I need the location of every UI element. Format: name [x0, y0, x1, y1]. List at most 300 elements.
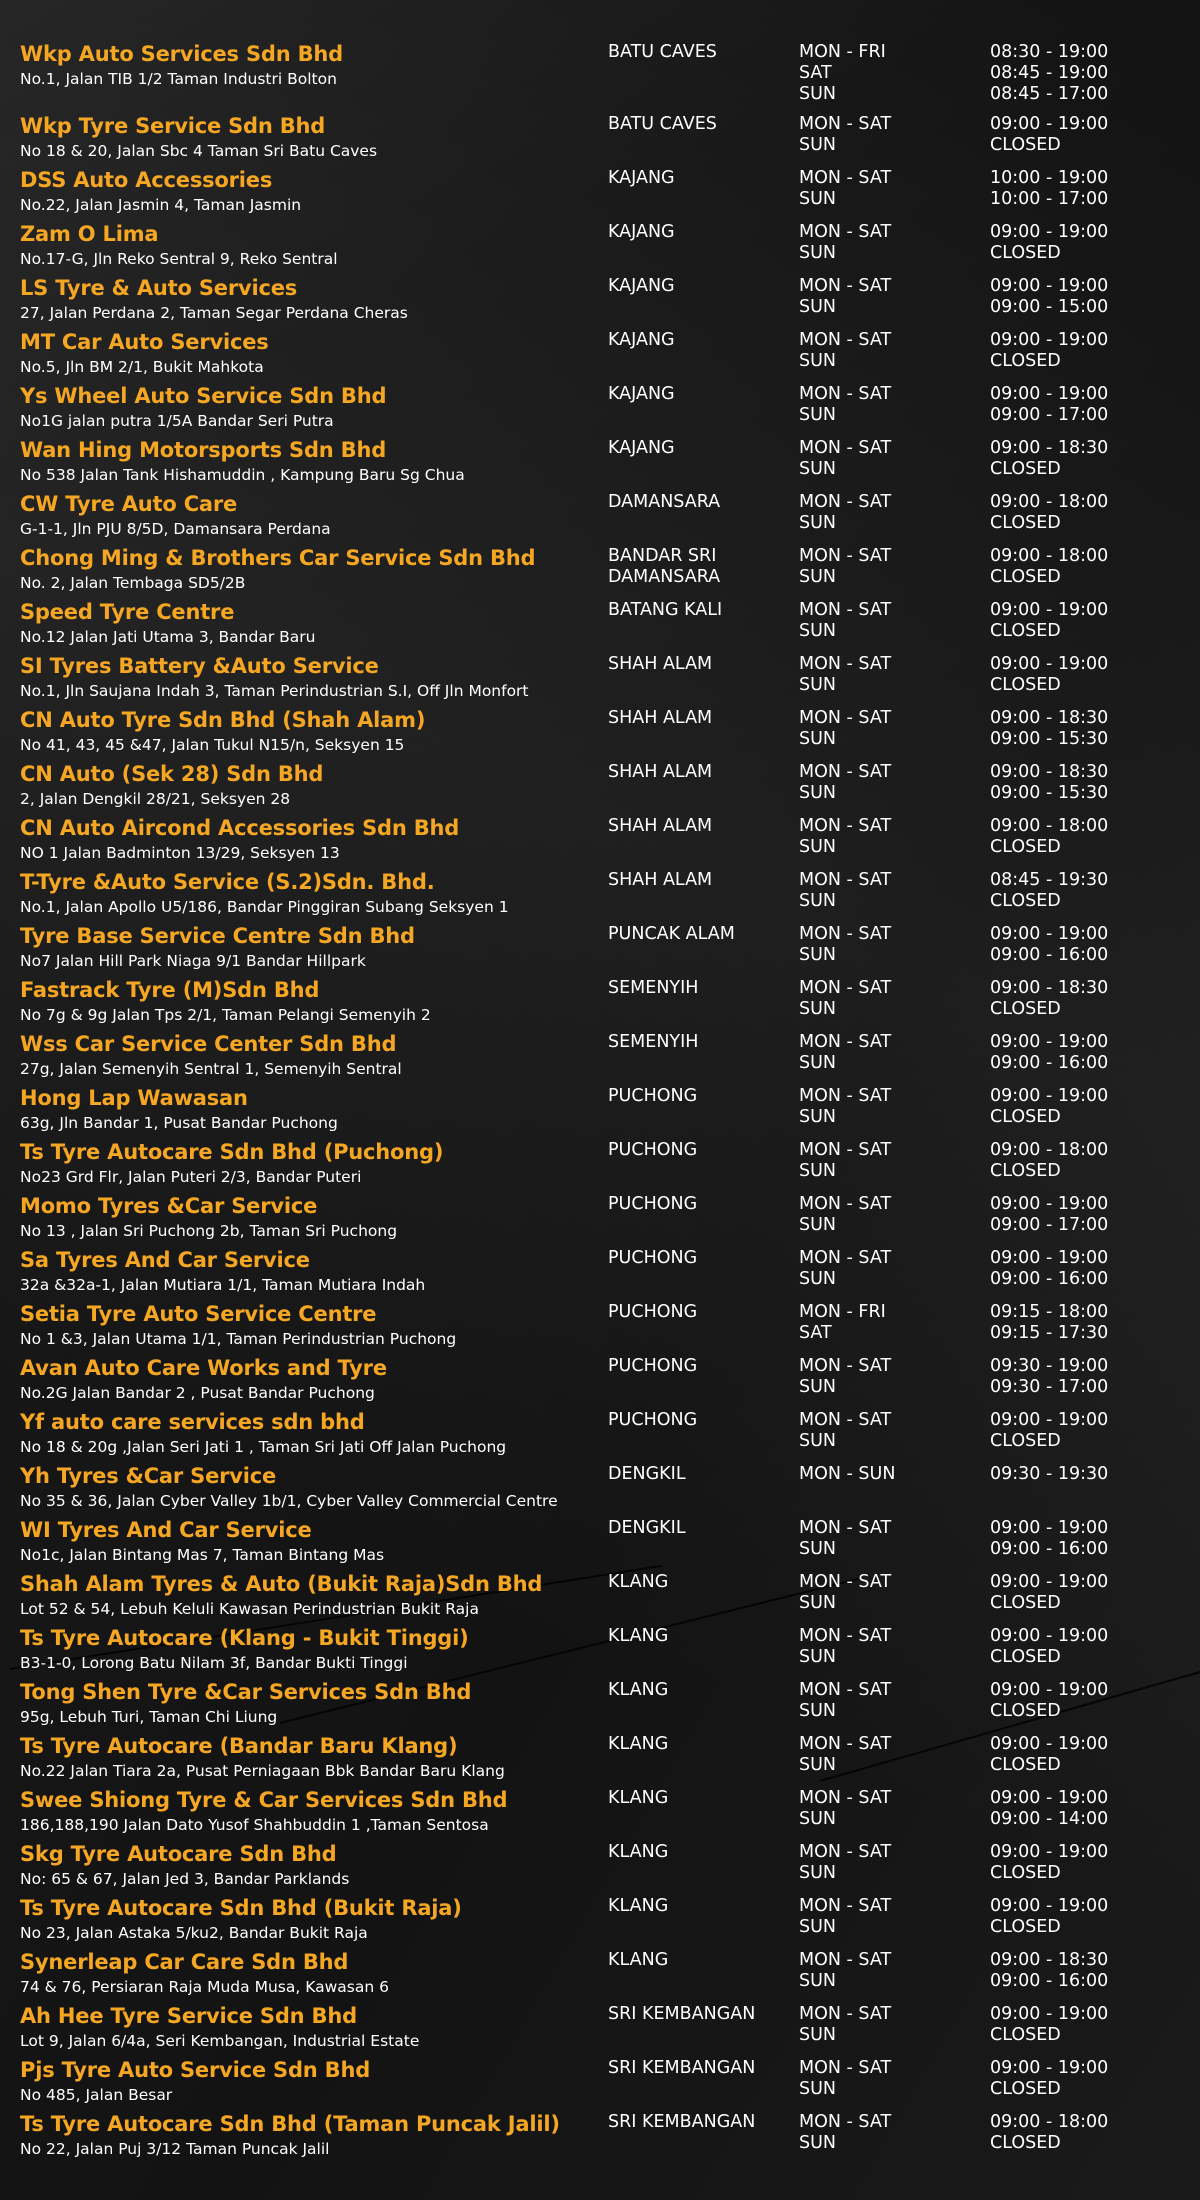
opening-days-column	[799, 1248, 891, 1290]
opening-hours-column	[990, 978, 1108, 1020]
dealer-location: KLANG	[608, 1842, 669, 1862]
dealer-location: SRI KEMBANGAN	[608, 2004, 756, 2024]
opening-hours-column	[990, 384, 1108, 426]
dealer-location-column	[608, 1680, 668, 1701]
opening-days-column	[799, 1842, 891, 1884]
opening-days-column	[799, 708, 891, 750]
dealer-location: KAJANG	[608, 222, 675, 242]
dealer-address: No 7g & 9g Jalan Tps 2/1, Taman Pelangi Semenyih 2	[20, 1006, 431, 1024]
opening-days: SUN	[799, 891, 837, 911]
opening-days: MON - SAT	[799, 1788, 892, 1808]
opening-days: SUN	[799, 567, 837, 587]
dealer-entry	[0, 1032, 1200, 1086]
opening-days-column	[799, 276, 891, 318]
opening-days-column	[799, 330, 891, 372]
opening-days: SUN	[799, 1863, 837, 1883]
opening-days: MON - FRI	[799, 1302, 886, 1322]
dealer-address: 27, Jalan Perdana 2, Taman Segar Perdana Cheras	[20, 304, 408, 322]
dealer-address: 63g, Jln Bandar 1, Pusat Bandar Puchong	[20, 1114, 338, 1132]
opening-hours-column	[990, 1734, 1108, 1776]
opening-days-column	[799, 222, 891, 264]
dealer-location-column	[608, 816, 712, 837]
opening-hours-column	[990, 114, 1108, 156]
opening-hours: 09:30 - 19:30	[990, 1464, 1109, 1484]
opening-hours: 09:00 - 19:00	[990, 1518, 1109, 1538]
opening-days: SUN	[799, 783, 837, 803]
dealer-entry	[0, 276, 1200, 330]
dealer-location: KLANG	[608, 1788, 669, 1808]
dealer-location-column	[608, 2004, 755, 2025]
opening-hours-column	[990, 1410, 1108, 1452]
opening-days-column	[799, 1032, 891, 1074]
opening-days: MON - SAT	[799, 492, 892, 512]
dealer-name: Ys Wheel Auto Service Sdn Bhd	[20, 384, 387, 408]
opening-days: SUN	[799, 1107, 837, 1127]
dealer-name: Wss Car Service Center Sdn Bhd	[20, 1032, 397, 1056]
dealer-address: No 23, Jalan Astaka 5/ku2, Bandar Bukit Raja	[20, 1924, 368, 1942]
dealer-location-column	[608, 168, 675, 189]
dealer-location: KAJANG	[608, 384, 675, 404]
dealer-entry	[0, 1086, 1200, 1140]
dealer-location-column	[608, 1086, 697, 1107]
opening-hours-column	[990, 42, 1108, 105]
opening-hours: CLOSED	[990, 999, 1061, 1019]
opening-days: MON - SAT	[799, 870, 892, 890]
opening-hours: 09:00 - 19:00	[990, 1086, 1109, 1106]
dealer-entry	[0, 870, 1200, 924]
dealer-entry	[0, 1356, 1200, 1410]
dealer-name: CW Tyre Auto Care	[20, 492, 238, 516]
opening-hours: 09:00 - 19:00	[990, 1032, 1109, 1052]
opening-hours-column	[990, 1464, 1108, 1485]
dealer-address: G-1-1, Jln PJU 8/5D, Damansara Perdana	[20, 520, 331, 538]
dealer-location-column	[608, 330, 675, 351]
opening-hours: 09:00 - 19:00	[990, 1572, 1109, 1592]
dealer-location: KLANG	[608, 1572, 669, 1592]
dealer-location: BATANG KALI	[608, 600, 723, 620]
dealer-name: Pjs Tyre Auto Service Sdn Bhd	[20, 2058, 371, 2082]
opening-days: SUN	[799, 297, 837, 317]
dealer-address: No.1, Jln Saujana Indah 3, Taman Perindustrian S.I, Off Jln Monfort	[20, 682, 529, 700]
opening-days-column	[799, 600, 891, 642]
opening-days-column	[799, 1896, 891, 1938]
opening-hours-column	[990, 2004, 1108, 2046]
opening-hours-column	[990, 330, 1108, 372]
opening-days-column	[799, 114, 891, 156]
dealer-address: NO 1 Jalan Badminton 13/29, Seksyen 13	[20, 844, 340, 862]
dealer-address: No 18 & 20g ,Jalan Seri Jati 1 , Taman Sri Jati Off Jalan Puchong	[20, 1438, 507, 1456]
dealer-location: SEMENYIH	[608, 1032, 699, 1052]
opening-days-column	[799, 2004, 891, 2046]
dealer-address: No 35 & 36, Jalan Cyber Valley 1b/1, Cyber Valley Commercial Centre	[20, 1492, 558, 1510]
dealer-name: Tong Shen Tyre &Car Services Sdn Bhd	[20, 1680, 472, 1704]
dealer-address: No1c, Jalan Bintang Mas 7, Taman Bintang Mas	[20, 1546, 385, 1564]
opening-hours: CLOSED	[990, 1863, 1061, 1883]
dealer-location: DAMANSARA	[608, 492, 721, 512]
dealer-name: Sa Tyres And Car Service	[20, 1248, 310, 1272]
dealer-entry	[0, 2112, 1200, 2166]
opening-days: SUN	[799, 1215, 837, 1235]
dealer-entry	[0, 1842, 1200, 1896]
dealer-entry	[0, 1464, 1200, 1518]
opening-hours-column	[990, 1572, 1108, 1614]
dealer-location-column	[608, 222, 675, 243]
dealer-location: PUCHONG	[608, 1356, 698, 1376]
opening-hours: 09:00 - 19:00	[990, 1734, 1109, 1754]
dealer-address: No.17-G, Jln Reko Sentral 9, Reko Sentral	[20, 250, 338, 268]
opening-hours-column	[990, 2112, 1108, 2154]
dealer-address: No.5, Jln BM 2/1, Bukit Mahkota	[20, 358, 264, 376]
dealer-location-column	[608, 1842, 668, 1863]
dealer-entry	[0, 1518, 1200, 1572]
dealer-location: SEMENYIH	[608, 978, 699, 998]
opening-hours: CLOSED	[990, 1107, 1061, 1127]
opening-hours-column	[990, 1302, 1108, 1344]
dealer-entry	[0, 1896, 1200, 1950]
opening-days: MON - SAT	[799, 1248, 892, 1268]
dealer-name: Shah Alam Tyres & Auto (Bukit Raja)Sdn Bhd	[20, 1572, 543, 1596]
opening-days: MON - SAT	[799, 1950, 892, 1970]
opening-days: MON - SAT	[799, 1194, 892, 1214]
opening-hours: 09:00 - 19:00	[990, 600, 1109, 620]
opening-days-column	[799, 1626, 891, 1668]
dealer-address: No 538 Jalan Tank Hishamuddin , Kampung Baru Sg Chua	[20, 466, 465, 484]
opening-hours: 09:00 - 19:00	[990, 276, 1109, 296]
dealer-location: DENGKIL	[608, 1464, 686, 1484]
dealer-location-column	[608, 1626, 668, 1647]
opening-days: SUN	[799, 1539, 837, 1559]
dealer-location-column	[608, 708, 712, 729]
opening-hours: 09:00 - 19:00	[990, 654, 1109, 674]
dealer-location-column	[608, 1734, 668, 1755]
opening-days: MON - SAT	[799, 978, 892, 998]
opening-days: MON - SAT	[799, 1086, 892, 1106]
dealer-location-column	[608, 1572, 668, 1593]
dealer-location: SHAH ALAM	[608, 708, 713, 728]
dealer-name: DSS Auto Accessories	[20, 168, 273, 192]
dealer-name: MT Car Auto Services	[20, 330, 269, 354]
opening-days: MON - SAT	[799, 1734, 892, 1754]
opening-days: SUN	[799, 1161, 837, 1181]
opening-days-column	[799, 924, 891, 966]
dealer-name: Ts Tyre Autocare (Bandar Baru Klang)	[20, 1734, 458, 1758]
opening-days: SUN	[799, 675, 837, 695]
opening-hours: 09:00 - 18:30	[990, 438, 1109, 458]
opening-hours: 10:00 - 19:00	[990, 168, 1109, 188]
dealer-address: Lot 9, Jalan 6/4a, Seri Kembangan, Industrial Estate	[20, 2032, 420, 2050]
dealer-name: Setia Tyre Auto Service Centre	[20, 1302, 377, 1326]
dealer-entry	[0, 762, 1200, 816]
dealer-entry	[0, 2058, 1200, 2112]
opening-days: SUN	[799, 2079, 837, 2099]
opening-days: MON - SAT	[799, 816, 892, 836]
dealer-location: KLANG	[608, 1950, 669, 1970]
dealer-location: SRI KEMBANGAN	[608, 2058, 756, 2078]
opening-days: MON - SAT	[799, 384, 892, 404]
opening-hours: CLOSED	[990, 1755, 1061, 1775]
dealer-location-column	[608, 600, 722, 621]
dealer-entry	[0, 168, 1200, 222]
opening-days-column	[799, 1788, 891, 1830]
opening-days-column	[799, 42, 886, 105]
opening-hours: 08:45 - 17:00	[990, 84, 1109, 104]
dealer-name: Ts Tyre Autocare Sdn Bhd (Puchong)	[20, 1140, 444, 1164]
opening-hours: 09:00 - 17:00	[990, 1215, 1109, 1235]
dealer-location-column	[608, 762, 712, 783]
opening-hours: CLOSED	[990, 1917, 1061, 1937]
opening-days: MON - SAT	[799, 1842, 892, 1862]
opening-hours: CLOSED	[990, 1431, 1061, 1451]
opening-days: MON - SAT	[799, 1410, 892, 1430]
dealer-location-column	[608, 1788, 668, 1809]
opening-hours: 09:00 - 19:00	[990, 384, 1109, 404]
opening-days: SUN	[799, 1971, 837, 1991]
opening-days: SAT	[799, 1323, 832, 1343]
opening-hours-column	[990, 762, 1108, 804]
dealer-address: 95g, Lebuh Turi, Taman Chi Liung	[20, 1708, 278, 1726]
opening-hours: CLOSED	[990, 675, 1061, 695]
dealer-location: BATU CAVES	[608, 42, 717, 62]
opening-days-column	[799, 1518, 891, 1560]
opening-days-column	[799, 438, 891, 480]
opening-days: MON - SAT	[799, 546, 892, 566]
dealer-entry	[0, 1788, 1200, 1842]
dealer-entry	[0, 978, 1200, 1032]
opening-days-column	[799, 978, 891, 1020]
dealer-address: No1G jalan putra 1/5A Bandar Seri Putra	[20, 412, 334, 430]
dealer-name: Synerleap Car Care Sdn Bhd	[20, 1950, 349, 1974]
opening-hours: 09:00 - 18:30	[990, 978, 1109, 998]
dealer-entry	[0, 924, 1200, 978]
dealer-address: No 485, Jalan Besar	[20, 2086, 173, 2104]
dealer-location-column	[608, 1896, 668, 1917]
opening-hours-column	[990, 1842, 1108, 1884]
opening-days-column	[799, 1950, 891, 1992]
opening-days: SUN	[799, 243, 837, 263]
opening-hours-column	[990, 600, 1108, 642]
opening-hours-column	[990, 2058, 1108, 2100]
dealer-name: Swee Shiong Tyre & Car Services Sdn Bhd	[20, 1788, 508, 1812]
opening-hours-column	[990, 438, 1108, 480]
opening-days: MON - SAT	[799, 168, 892, 188]
opening-days-column	[799, 2112, 891, 2154]
opening-days-column	[799, 384, 891, 426]
opening-hours: 09:00 - 18:00	[990, 492, 1109, 512]
opening-hours-column	[990, 654, 1108, 696]
opening-hours: 09:30 - 19:00	[990, 1356, 1109, 1376]
opening-hours: 09:00 - 19:00	[990, 1896, 1109, 1916]
dealer-location-column	[608, 2112, 755, 2133]
dealer-address: No7 Jalan Hill Park Niaga 9/1 Bandar Hillpark	[20, 952, 366, 970]
opening-days: MON - SAT	[799, 1032, 892, 1052]
opening-days: SUN	[799, 837, 837, 857]
opening-days-column	[799, 762, 891, 804]
opening-hours: 09:00 - 17:00	[990, 405, 1109, 425]
opening-hours: 09:00 - 16:00	[990, 1053, 1109, 1073]
opening-hours-column	[990, 492, 1108, 534]
opening-hours: 09:00 - 19:00	[990, 1626, 1109, 1646]
opening-hours-column	[990, 1950, 1108, 1992]
dealer-location: BATU CAVES	[608, 114, 717, 134]
opening-days: SUN	[799, 1269, 837, 1289]
opening-days: MON - SAT	[799, 1626, 892, 1646]
opening-days: SUN	[799, 405, 837, 425]
opening-hours: 09:00 - 15:00	[990, 297, 1109, 317]
dealer-name: Wan Hing Motorsports Sdn Bhd	[20, 438, 387, 462]
dealer-address: No.22, Jalan Jasmin 4, Taman Jasmin	[20, 196, 302, 214]
opening-hours-column	[990, 1788, 1108, 1830]
opening-days: MON - SAT	[799, 1518, 892, 1538]
opening-hours: CLOSED	[990, 2025, 1061, 2045]
dealer-location-column	[608, 384, 675, 405]
dealer-entry	[0, 1140, 1200, 1194]
dealer-address: No.1, Jalan TIB 1/2 Taman Industri Bolton	[20, 70, 337, 88]
opening-hours: CLOSED	[990, 1701, 1061, 1721]
dealer-location: PUCHONG	[608, 1140, 698, 1160]
opening-days-column	[799, 2058, 891, 2100]
dealer-address: No 22, Jalan Puj 3/12 Taman Puncak Jalil	[20, 2140, 330, 2158]
dealer-location-column	[608, 1464, 686, 1485]
opening-days: SUN	[799, 1701, 837, 1721]
opening-days: SUN	[799, 189, 837, 209]
opening-days-column	[799, 1194, 891, 1236]
dealer-entry	[0, 384, 1200, 438]
dealer-address: 74 & 76, Persiaran Raja Muda Musa, Kawasan 6	[20, 1978, 389, 1996]
dealer-name: Wkp Auto Services Sdn Bhd	[20, 42, 343, 66]
dealer-location-column	[608, 1518, 686, 1539]
dealer-location-column	[608, 1194, 697, 1215]
opening-days: SUN	[799, 513, 837, 533]
opening-hours: 09:00 - 18:00	[990, 816, 1109, 836]
opening-hours: CLOSED	[990, 567, 1061, 587]
dealer-location-column	[608, 546, 720, 588]
dealer-entry	[0, 1572, 1200, 1626]
dealer-name: Ts Tyre Autocare Sdn Bhd (Bukit Raja)	[20, 1896, 462, 1920]
opening-days: SUN	[799, 1053, 837, 1073]
opening-hours: 09:00 - 19:00	[990, 1194, 1109, 1214]
opening-hours-column	[990, 1086, 1108, 1128]
dealer-entry	[0, 1950, 1200, 2004]
opening-days: MON - SAT	[799, 2112, 892, 2132]
opening-hours: CLOSED	[990, 1161, 1061, 1181]
opening-days: MON - SAT	[799, 1896, 892, 1916]
dealer-name: WI Tyres And Car Service	[20, 1518, 312, 1542]
opening-hours: CLOSED	[990, 1647, 1061, 1667]
dealer-entry	[0, 816, 1200, 870]
opening-days: MON - SAT	[799, 1356, 892, 1376]
opening-days: SUN	[799, 945, 837, 965]
dealer-name: Yf auto care services sdn bhd	[20, 1410, 365, 1434]
opening-days: MON - SAT	[799, 438, 892, 458]
opening-days: SUN	[799, 1917, 837, 1937]
opening-hours: CLOSED	[990, 135, 1061, 155]
dealer-name: CN Auto Aircond Accessories Sdn Bhd	[20, 816, 460, 840]
opening-days-column	[799, 816, 891, 858]
dealer-entry	[0, 2004, 1200, 2058]
opening-days: MON - SAT	[799, 600, 892, 620]
dealer-location: PUCHONG	[608, 1410, 698, 1430]
dealer-address: No 41, 43, 45 &47, Jalan Tukul N15/n, Seksyen 15	[20, 736, 405, 754]
dealer-address: No 18 & 20, Jalan Sbc 4 Taman Sri Batu Caves	[20, 142, 378, 160]
opening-hours: CLOSED	[990, 243, 1061, 263]
dealer-location: SHAH ALAM	[608, 870, 713, 890]
dealer-location-column	[608, 438, 675, 459]
dealer-location-column	[608, 654, 712, 675]
opening-days-column	[799, 168, 891, 210]
opening-hours-column	[990, 1896, 1108, 1938]
dealer-entry	[0, 438, 1200, 492]
opening-days-column	[799, 492, 891, 534]
opening-hours-column	[990, 1140, 1108, 1182]
opening-hours: 10:00 - 17:00	[990, 189, 1109, 209]
opening-days: MON - SAT	[799, 1140, 892, 1160]
dealer-entry	[0, 654, 1200, 708]
opening-days: SAT	[799, 63, 832, 83]
opening-hours-column	[990, 546, 1108, 588]
opening-hours: 09:00 - 19:00	[990, 1680, 1109, 1700]
opening-days: SUN	[799, 2025, 837, 2045]
opening-hours: 09:00 - 18:30	[990, 1950, 1109, 1970]
opening-days: MON - SAT	[799, 1572, 892, 1592]
opening-hours: CLOSED	[990, 891, 1061, 911]
opening-hours: 09:15 - 17:30	[990, 1323, 1109, 1343]
opening-days: MON - SAT	[799, 1680, 892, 1700]
dealer-address: 27g, Jalan Semenyih Sentral 1, Semenyih Sentral	[20, 1060, 402, 1078]
opening-hours: 09:00 - 16:00	[990, 945, 1109, 965]
opening-hours: CLOSED	[990, 351, 1061, 371]
opening-hours-column	[990, 1626, 1108, 1668]
opening-days: MON - SAT	[799, 330, 892, 350]
opening-hours-column	[990, 870, 1108, 912]
opening-hours: CLOSED	[990, 837, 1061, 857]
dealer-location: KLANG	[608, 1896, 669, 1916]
opening-days: MON - SAT	[799, 924, 892, 944]
opening-hours: 09:00 - 18:30	[990, 762, 1109, 782]
dealer-location-column	[608, 924, 735, 945]
opening-days-column	[799, 546, 891, 588]
dealer-name: Hong Lap Wawasan	[20, 1086, 248, 1110]
dealer-location: KLANG	[608, 1626, 669, 1646]
dealer-location: PUCHONG	[608, 1194, 698, 1214]
opening-days-column	[799, 1572, 891, 1614]
dealer-location-column	[608, 276, 675, 297]
dealer-location: SRI KEMBANGAN	[608, 2112, 756, 2132]
opening-days-column	[799, 1302, 886, 1344]
opening-days: SUN	[799, 135, 837, 155]
opening-hours: 09:00 - 18:00	[990, 1140, 1109, 1160]
opening-days: MON - SAT	[799, 222, 892, 242]
dealer-location-column	[608, 492, 720, 513]
opening-hours-column	[990, 1194, 1108, 1236]
dealer-location: KAJANG	[608, 330, 675, 350]
opening-days-column	[799, 1356, 891, 1398]
opening-hours: 09:00 - 19:00	[990, 1842, 1109, 1862]
opening-hours: 09:00 - 19:00	[990, 2004, 1109, 2024]
opening-hours: 09:00 - 16:00	[990, 1971, 1109, 1991]
dealer-location: SHAH ALAM	[608, 762, 713, 782]
opening-days: MON - FRI	[799, 42, 886, 62]
opening-hours-column	[990, 276, 1108, 318]
opening-days-column	[799, 870, 891, 912]
dealer-name: Wkp Tyre Service Sdn Bhd	[20, 114, 326, 138]
opening-hours: 09:00 - 19:00	[990, 330, 1109, 350]
dealer-location: KLANG	[608, 1680, 669, 1700]
dealer-address: No.22 Jalan Tiara 2a, Pusat Perniagaan Bbk Bandar Baru Klang	[20, 1762, 505, 1780]
dealer-name: LS Tyre & Auto Services	[20, 276, 298, 300]
dealer-address: 32a &32a-1, Jalan Mutiara 1/1, Taman Mutiara Indah	[20, 1276, 426, 1294]
opening-days: SUN	[799, 1377, 837, 1397]
dealer-address: No: 65 & 67, Jalan Jed 3, Bandar Parklands	[20, 1870, 350, 1888]
